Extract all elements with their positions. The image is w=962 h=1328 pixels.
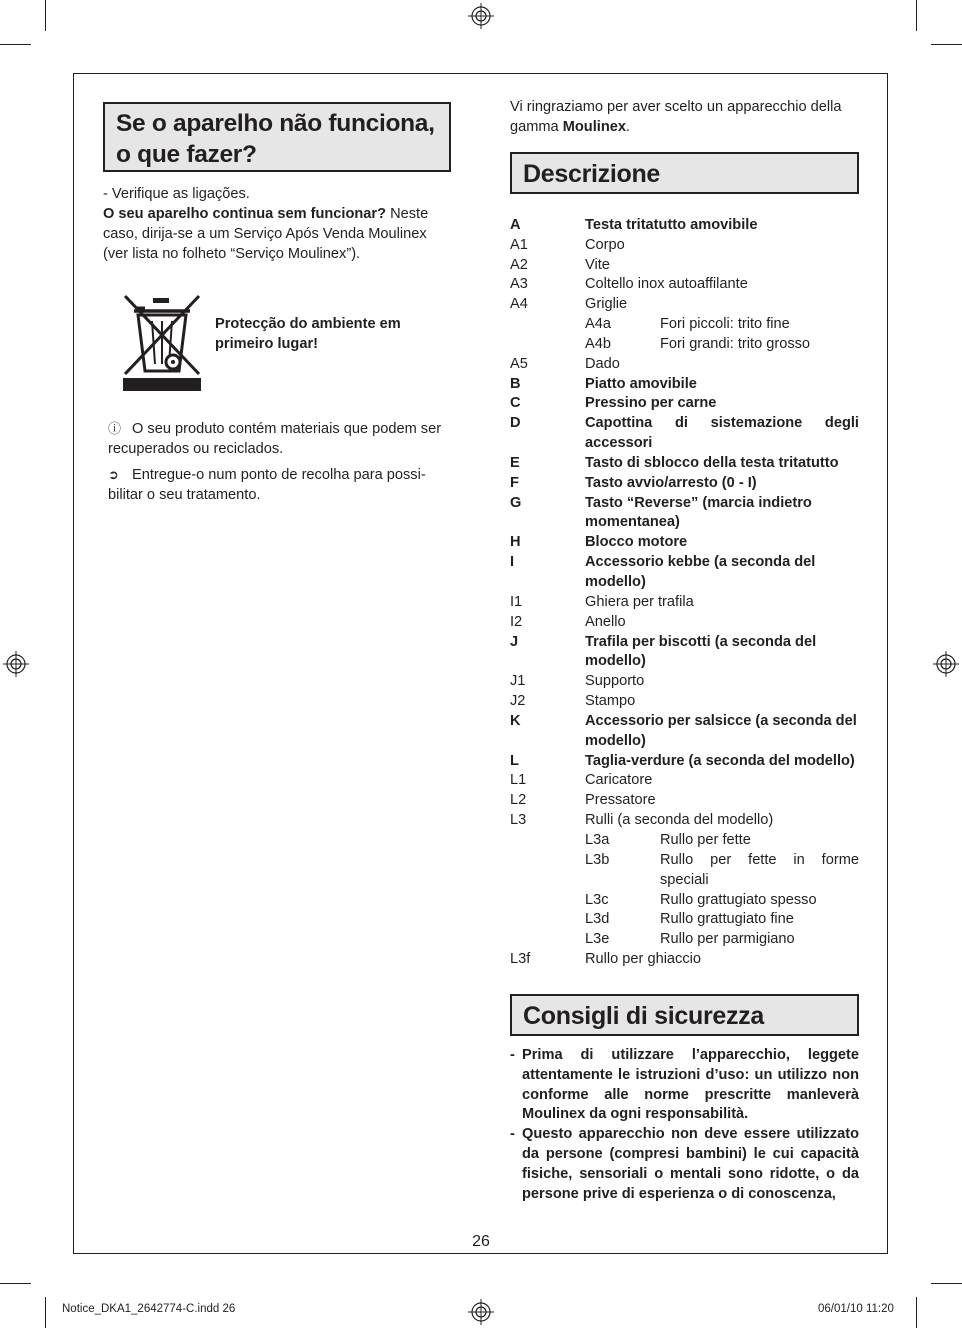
part-code [510, 831, 585, 851]
crop-mark [916, 1297, 917, 1328]
registration-mark-icon [468, 1299, 494, 1325]
intro-paragraph [510, 98, 859, 138]
part-code: L3 [510, 812, 527, 829]
parts-list-row [510, 811, 859, 831]
part-label: Stampo [585, 693, 636, 710]
part-code [510, 315, 585, 335]
part-label: Rullo per ghiaccio [585, 951, 702, 968]
parts-list-row [510, 692, 859, 712]
parts-list-row [510, 950, 859, 970]
part-label: Blocco motore [585, 534, 688, 551]
parts-list-row [510, 613, 859, 633]
parts-list-row [510, 275, 859, 295]
part-code [510, 851, 585, 891]
part-subcode: L3b [585, 851, 610, 868]
page-number: 26 [472, 1233, 490, 1250]
part-label: Caricatore [585, 772, 653, 789]
part-code: A [510, 216, 521, 233]
safety-dash: - [510, 1126, 515, 1143]
parts-list-row [510, 930, 859, 950]
parts-list-row [510, 474, 859, 494]
part-label: Testa tritatutto amovibile [585, 216, 758, 233]
safety-item [510, 1125, 859, 1204]
check-connections-text: - Verifique as ligações. [103, 186, 250, 202]
parts-list-row [510, 752, 859, 772]
part-code [510, 891, 585, 911]
intro-end: . [625, 118, 631, 135]
safety-text: Questo apparecchio non deve essere utilizzato da persone (compresi bambini) le cui capacità fisiche, sensoriali o mentali sono ridotte, o da persone prive di esperienza o di conoscenza, [522, 1126, 859, 1202]
parts-list-row [510, 355, 859, 375]
part-label: Anello [585, 613, 626, 630]
part-code: A3 [510, 276, 528, 293]
part-label: Trafila per biscotti (a seconda del modello) [585, 633, 817, 670]
still-not-working-question: O seu aparelho continua sem funcionar? [103, 205, 387, 222]
service-instructions: Neste caso, dirija-se a um Serviço Após Venda Moulinex (ver lista no folheto “Serviço Moulinex”). [103, 205, 429, 262]
part-label: Tasto di sblocco della testa tritatutto [585, 454, 839, 471]
part-label: Griglie [585, 296, 628, 313]
part-subcode: A4a [585, 316, 611, 333]
parts-list-row [510, 236, 859, 256]
part-label: Ghiera per trafila [585, 593, 694, 610]
part-code: I1 [510, 593, 523, 610]
parts-list-row [510, 672, 859, 692]
crop-mark [0, 44, 31, 45]
part-code: L3f [510, 951, 531, 968]
registration-mark-icon [468, 3, 494, 29]
section-title-description: Descrizione [510, 152, 859, 194]
registration-mark-icon [3, 651, 29, 677]
part-label: Supporto [585, 673, 645, 690]
part-subcode: L3c [585, 891, 609, 908]
arrow-icon: ➲ [108, 467, 119, 483]
part-code: B [510, 375, 521, 392]
footer-date: 06/01/10 11:20 [818, 1303, 894, 1315]
part-code: I2 [510, 613, 523, 630]
parts-list-row [510, 593, 859, 613]
parts-list-row [510, 791, 859, 811]
part-code: C [510, 395, 521, 412]
safety-text: Prima di utilizzare l’apparecchio, leggete attentamente le istruzioni d’uso: un utilizzo non conforme alle norme prescritte manleverà Moulinex da ogni responsabilità. [522, 1046, 859, 1123]
parts-list-row [510, 295, 859, 315]
registration-mark-icon [933, 651, 959, 677]
part-code: I [510, 554, 515, 571]
part-label: Dado [585, 355, 620, 372]
part-code: A2 [510, 256, 528, 273]
part-code [510, 930, 585, 950]
parts-list [510, 216, 859, 970]
recycle-note-1 [103, 419, 451, 460]
parts-list-row [510, 315, 859, 335]
part-code: J2 [510, 693, 526, 710]
crop-mark [931, 1283, 962, 1284]
parts-list-row [510, 910, 859, 930]
parts-list-row [510, 891, 859, 911]
part-label: Rullo per fette [660, 831, 751, 848]
parts-list-row [510, 533, 859, 553]
part-code: K [510, 712, 521, 729]
parts-list-row [510, 394, 859, 414]
part-label: Capottina di sistemazione degli accessori [585, 415, 859, 452]
recycle-note-2 [103, 465, 451, 506]
parts-list-row [510, 414, 859, 454]
parts-list-row [510, 771, 859, 791]
parts-list-row [510, 454, 859, 474]
part-code: A1 [510, 236, 528, 253]
part-label: Rulli (a seconda del modello) [585, 812, 774, 829]
part-code: G [510, 494, 522, 511]
info-icon: ⓘ [108, 420, 122, 436]
environment-block [103, 294, 451, 404]
part-label: Corpo [585, 236, 625, 253]
part-subcode: A4b [585, 335, 611, 352]
part-subcode: L3a [585, 831, 610, 848]
safety-list [510, 1046, 859, 1205]
crop-mark [916, 0, 917, 31]
part-label: Accessorio kebbe (a seconda del modello) [585, 554, 816, 590]
parts-list-row [510, 633, 859, 673]
parts-list-row [510, 831, 859, 851]
safety-dash: - [510, 1046, 515, 1063]
part-label: Taglia-verdure (a seconda del modello) [585, 752, 855, 769]
crop-mark [0, 1283, 31, 1284]
part-label: Tasto “Reverse” (marcia indietro momentanea) [585, 494, 812, 531]
parts-list-row [510, 256, 859, 276]
environment-heading: Protecção do ambiente em primeiro lugar! [215, 315, 401, 352]
right-column [510, 98, 859, 1205]
part-code: J1 [510, 673, 526, 690]
recycle-note-2-text: Entregue-o num ponto de recolha para possi-bilitar o seu tratamento. [108, 467, 426, 504]
part-label: Rullo per parmigiano [660, 931, 795, 948]
part-label: Rullo grattugiato fine [660, 911, 794, 928]
part-code: A4 [510, 296, 528, 313]
part-code: A5 [510, 355, 528, 372]
troubleshooting-text [103, 185, 451, 265]
part-label: Fori piccoli: trito fine [660, 316, 790, 333]
part-code [510, 335, 585, 355]
section-title-troubleshooting: Se o aparelho não funciona, o que fazer? [103, 102, 451, 172]
parts-list-row [510, 494, 859, 534]
part-label: Rullo per fette in forme speciali [660, 851, 859, 888]
parts-list-row [510, 712, 859, 752]
recycle-note-1-text: O seu produto contém materiais que podem ser recuperados ou reciclados. [108, 420, 442, 457]
part-subcode: L3d [585, 911, 610, 928]
crop-mark [931, 44, 962, 45]
part-code: L2 [510, 792, 527, 809]
crop-mark [45, 0, 46, 31]
section-title-safety: Consigli di sicurezza [510, 994, 859, 1036]
part-code: D [510, 415, 521, 432]
parts-list-row [510, 216, 859, 236]
part-label: Pressino per carne [585, 395, 717, 412]
intro-text: Vi ringraziamo per aver scelto un apparecchio della gamma [510, 99, 842, 135]
crossed-out-bin-icon [123, 294, 203, 392]
part-code [510, 910, 585, 930]
part-label: Rullo grattugiato spesso [660, 891, 817, 908]
part-code: E [510, 454, 520, 471]
left-column [103, 102, 451, 506]
part-label: Coltello inox autoaffilante [585, 276, 748, 293]
parts-list-row [510, 851, 859, 891]
parts-list-row [510, 375, 859, 395]
part-label: Piatto amovibile [585, 375, 697, 392]
crop-mark [45, 1297, 46, 1328]
part-code: H [510, 534, 521, 551]
part-code: F [510, 474, 519, 491]
part-label: Pressatore [585, 792, 656, 809]
part-code: L [510, 752, 519, 769]
part-subcode: L3e [585, 931, 610, 948]
parts-list-row [510, 553, 859, 593]
safety-item [510, 1046, 859, 1125]
part-label: Tasto avvio/arresto (0 - I) [585, 474, 757, 491]
footer-file: Notice_DKA1_2642774-C.indd 26 [62, 1303, 236, 1315]
part-label: Fori grandi: trito grosso [660, 335, 811, 352]
intro-brand: Moulinex [562, 118, 626, 135]
parts-list-row [510, 335, 859, 355]
part-label: Accessorio per salsicce (a seconda del modello) [585, 712, 857, 749]
part-code: L1 [510, 772, 527, 789]
still-not-working-paragraph [103, 205, 451, 265]
part-code: J [510, 633, 519, 650]
part-label: Vite [585, 256, 610, 273]
